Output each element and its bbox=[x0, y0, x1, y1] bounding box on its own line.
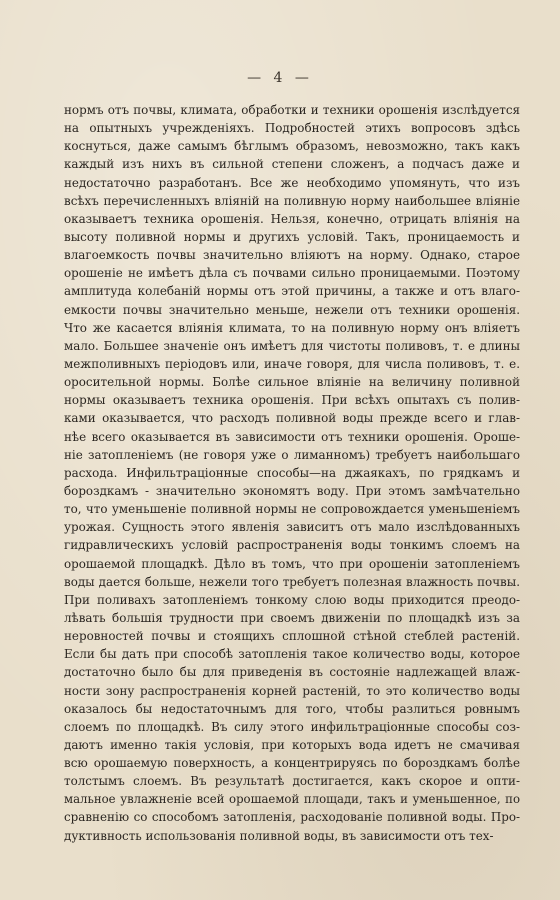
text-line: коснуться, даже самымъ бѣглымъ образомъ, невозможно, такъ какъ bbox=[64, 139, 520, 154]
text-line: оказываетъ техника орошенія. Нельзя, конечно, отрицать вліянія на bbox=[64, 211, 520, 226]
text-line: ности зону распространенія корней растеній, то это количество воды bbox=[64, 683, 520, 698]
text-line: нѣе всего оказывается въ зависимости отъ техники орошенія. Ороше- bbox=[64, 429, 520, 444]
text-line: урожая. Сущность этого явленія зависитъ отъ мало изслѣдованныхъ bbox=[64, 520, 520, 535]
text-line: достаточно было бы для приведенія въ состояніе надлежащей влаж- bbox=[64, 665, 520, 680]
text-line: ніе затопленіемъ (не говоря уже о лиманномъ) требуетъ наибольшаго bbox=[64, 447, 520, 462]
text-line: недостаточно разработанъ. Все же необходимо упомянуть, что изъ bbox=[64, 175, 520, 190]
text-line: бороздкамъ - значительно экономятъ воду. При этомъ замѣчательно bbox=[64, 483, 520, 498]
text-line: даютъ именно такія условія, при которыхъ вода идетъ не смачивая bbox=[64, 737, 520, 752]
text-line: дуктивность использованія поливной воды, въ зависимости отъ тех- bbox=[64, 828, 494, 843]
text-line: неровностей почвы и стоящихъ сплошной стѣной стеблей растеній. bbox=[64, 629, 520, 644]
text-line: нормы оказываетъ техника орошенія. При всѣхъ опытахъ съ полив- bbox=[64, 393, 520, 408]
text-line: слоемъ по площадкѣ. Въ силу этого инфильтраціонные способы соз- bbox=[64, 719, 520, 734]
text-line: межполивныхъ періодовъ или, иначе говоря, для числа поливовъ, т. е. bbox=[64, 356, 520, 371]
text-line: то, что уменьшеніе поливной нормы не сопровождается уменьшеніемъ bbox=[64, 502, 520, 517]
text-line: лѣвать большія трудности при своемъ движеніи по площадкѣ изъ за bbox=[64, 610, 520, 625]
text-line: ками оказывается, что расходъ поливной воды прежде всего и глав- bbox=[64, 411, 520, 426]
body-text bbox=[64, 101, 520, 845]
text-line: воды дается больше, нежели того требуетъ полезная влажность почвы. bbox=[64, 574, 520, 589]
text-line: емкости почвы значительно меньше, нежели отъ техники орошенія. bbox=[64, 302, 520, 317]
text-line: на опытныхъ учрежденіяхъ. Подробностей этихъ вопросовъ здѣсь bbox=[64, 121, 520, 136]
text-line: Что же касается вліянія климата, то на поливную норму онъ вліяетъ bbox=[64, 320, 520, 335]
page-number: — 4 — bbox=[247, 70, 313, 86]
text-line: орошаемой площадкѣ. Дѣло въ томъ, что при орошеніи затопленіемъ bbox=[64, 556, 520, 571]
text-line: расхода. Инфильтраціонные способы—на джаякахъ, по грядкамъ и bbox=[64, 465, 520, 480]
text-line: оросительной нормы. Болѣе сильное вліяніе на величину поливной bbox=[64, 375, 520, 390]
text-line: При поливахъ затопленіемъ тонкому слою воды приходится преодо- bbox=[64, 592, 520, 607]
text-line: толстымъ слоемъ. Въ результатѣ достигается, какъ скорое и опти- bbox=[64, 774, 520, 789]
text-line: сравненію со способомъ затопленія, расходованіе поливной воды. Про- bbox=[64, 810, 520, 825]
text-line: амплитуда колебаній нормы отъ этой причины, а также и отъ влаго- bbox=[64, 284, 520, 299]
text-line: оказалось бы недостаточнымъ для того, чтобы разлиться ровнымъ bbox=[64, 701, 520, 716]
text-line: орошеніе не имѣетъ дѣла съ почвами сильно проницаемыми. Поэтому bbox=[64, 266, 520, 281]
text-line: Если бы дать при способѣ затопленія такое количество воды, которое bbox=[64, 647, 520, 662]
text-line: каждый изъ нихъ въ сильной степени сложенъ, а подчасъ даже и bbox=[64, 157, 520, 172]
text-line: влагоемкость почвы значительно вліяютъ на норму. Однако, старое bbox=[64, 248, 520, 263]
text-line: гидравлическихъ условій распространенія воды тонкимъ слоемъ на bbox=[64, 538, 520, 553]
text-line: мало. Большее значеніе онъ имѣетъ для чистоты поливовъ, т. е длины bbox=[64, 338, 520, 353]
text-line: всю орошаемую поверхность, а концентрируясь по бороздкамъ болѣе bbox=[64, 756, 520, 771]
text-line: высоту поливной нормы и другихъ условій. Такъ, проницаемость и bbox=[64, 229, 520, 244]
text-line: мальное увлажненіе всей орошаемой площади, такъ и уменьшенное, по bbox=[64, 792, 520, 807]
text-line: нормъ отъ почвы, климата, обработки и техники орошенія изслѣдуется bbox=[64, 103, 520, 117]
text-line: всѣхъ перечисленныхъ вліяній на поливную норму наибольшее вліяніе bbox=[64, 193, 520, 208]
